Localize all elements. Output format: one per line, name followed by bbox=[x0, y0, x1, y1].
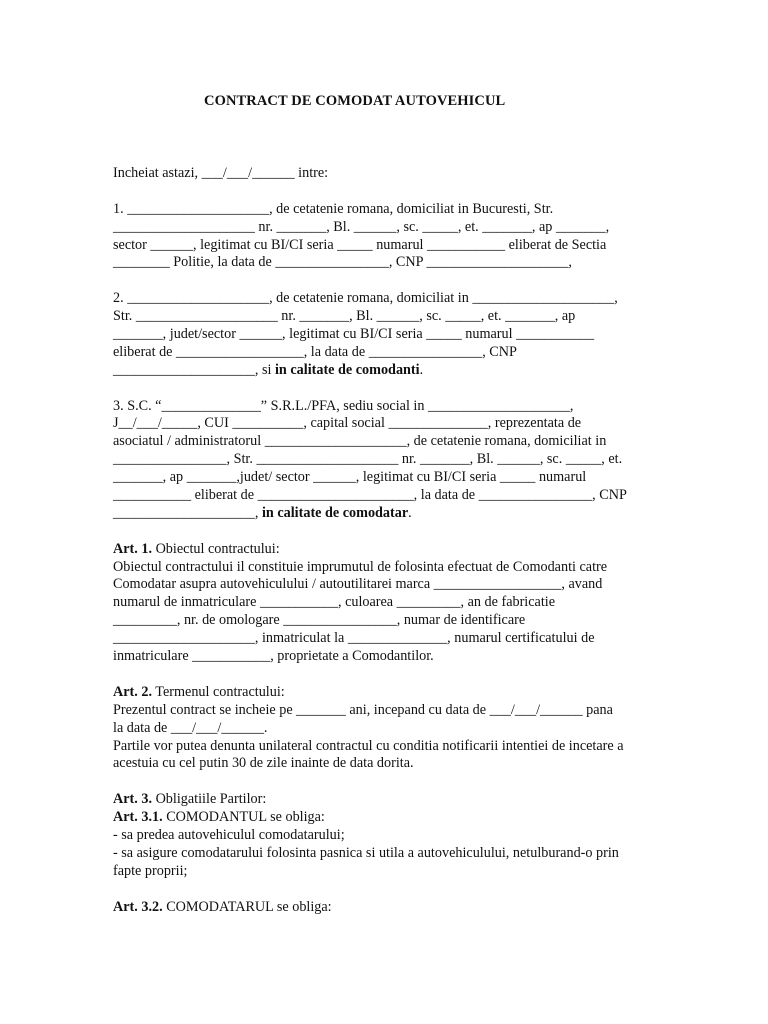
article-2-line: Prezentul contract se incheie pe _______ ani, incepand cu data de ___/___/______ pana bbox=[113, 701, 613, 718]
article-3-2-title: COMODATARUL se obliga: bbox=[162, 898, 332, 915]
article-2-line: acestuia cu cel putin 30 de zile inainte de data dorita. bbox=[113, 755, 414, 772]
party-1-line: ____________________ nr. _______, Bl. ______, sc. _____, et. _______, ap _______, bbox=[113, 218, 610, 235]
article-1-line: _________, nr. de omologare ________________, numar de identificare bbox=[113, 612, 526, 629]
party-2-role: in calitate de comodanti bbox=[274, 361, 420, 378]
article-3-number: Art. 3. bbox=[113, 791, 153, 808]
article-2-heading bbox=[113, 684, 753, 702]
document-body bbox=[113, 165, 753, 916]
intro-line: Incheiat astazi, ___/___/______ intre: bbox=[113, 165, 329, 181]
document-title: CONTRACT DE COMODAT AUTOVEHICUL bbox=[204, 93, 506, 109]
article-3-1-number: Art. 3.1. bbox=[113, 809, 163, 826]
article-2-title: Termenul contractului: bbox=[152, 683, 285, 700]
article-2-line: Partile vor putea denunta unilateral contractul cu conditia notificarii intentiei de incetare a bbox=[113, 737, 624, 754]
party-3-line: ___________ eliberat de ______________________, la data de ________________, CNP bbox=[113, 487, 627, 504]
article-3-2-heading bbox=[113, 899, 753, 917]
party-3-role: in calitate de comodatar bbox=[261, 504, 409, 521]
party-2-block bbox=[113, 290, 753, 379]
article-1-heading bbox=[113, 541, 753, 559]
party-3-role-prefix: ____________________, bbox=[113, 504, 262, 521]
party-1-block bbox=[113, 201, 753, 273]
party-3-line: ________________, Str. ____________________ nr. _______, Bl. ______, sc. _____, et. bbox=[113, 451, 623, 468]
party-2-role-prefix: ____________________, si bbox=[113, 361, 275, 378]
article-1 bbox=[113, 541, 753, 666]
party-2-line: _______, judet/sector ______, legitimat cu BI/CI seria _____ numarul ___________ bbox=[113, 326, 595, 343]
article-3-1-line: - sa predea autovehiculul comodatarului; bbox=[113, 826, 345, 843]
article-1-line: Obiectul contractului il constituie imprumutul de folosinta efectuat de Comodanti catre bbox=[113, 558, 608, 575]
article-1-line: numarul de inmatriculare ___________, culoarea _________, an de fabricatie bbox=[113, 594, 556, 611]
article-3-2-number: Art. 3.2. bbox=[113, 898, 163, 915]
party-3-line: J__/___/_____, CUI __________, capital social ______________, reprezentata de bbox=[113, 415, 582, 432]
article-3-heading bbox=[113, 791, 753, 809]
article-3-1-line: fapte proprii; bbox=[113, 862, 188, 879]
article-1-line: inmatriculare ___________, proprietate a Comodantilor. bbox=[113, 648, 434, 665]
party-2-role-suffix: . bbox=[419, 361, 424, 378]
party-3-line: _______, ap _______,judet/ sector ______, legitimat cu BI/CI seria _____ numarul bbox=[113, 469, 587, 486]
party-3-role-line bbox=[113, 505, 753, 523]
article-1-line: Comodatar asupra autovehiculului / autoutilitarei marca __________________, avand bbox=[113, 576, 603, 593]
article-3-1-line: - sa asigure comodatarului folosinta pasnica si utila a autovehiculului, netulburand-o prin bbox=[113, 844, 619, 861]
article-1-title: Obiectul contractului: bbox=[152, 540, 280, 557]
article-2-number: Art. 2. bbox=[113, 683, 153, 700]
party-2-role-line bbox=[113, 362, 753, 380]
article-3-title: Obligatiile Partilor: bbox=[152, 791, 267, 808]
party-2-line: eliberat de __________________, la data de ________________, CNP bbox=[113, 343, 517, 360]
party-1-line: sector ______, legitimat cu BI/CI seria _____ numarul ___________ eliberat de Sectia bbox=[113, 236, 607, 253]
party-3-block bbox=[113, 398, 753, 523]
party-2-line: 2. ____________________, de cetatenie romana, domiciliat in ____________________, bbox=[113, 290, 618, 307]
article-3-1-title: COMODANTUL se obliga: bbox=[162, 809, 325, 826]
article-2-line: la data de ___/___/______. bbox=[113, 719, 268, 736]
article-1-number: Art. 1. bbox=[113, 540, 153, 557]
article-1-line: ____________________, inmatriculat la ______________, numarul certificatului de bbox=[113, 630, 595, 647]
article-3 bbox=[113, 791, 753, 916]
party-2-line: Str. ____________________ nr. _______, Bl. ______, sc. _____, et. _______, ap bbox=[113, 308, 576, 325]
party-1-line: ________ Politie, la data de ________________, CNP ____________________, bbox=[113, 254, 572, 271]
article-2 bbox=[113, 684, 753, 773]
article-3-1-heading bbox=[113, 809, 753, 827]
party-3-line: asociatul / administratorul ____________________, de cetatenie romana, domiciliat in bbox=[113, 433, 607, 450]
party-1-line: 1. ____________________, de cetatenie romana, domiciliat in Bucuresti, Str. bbox=[113, 200, 554, 217]
party-3-line: 3. S.C. “______________” S.R.L./PFA, sediu social in ____________________, bbox=[113, 397, 574, 414]
party-3-role-suffix: . bbox=[408, 504, 412, 521]
